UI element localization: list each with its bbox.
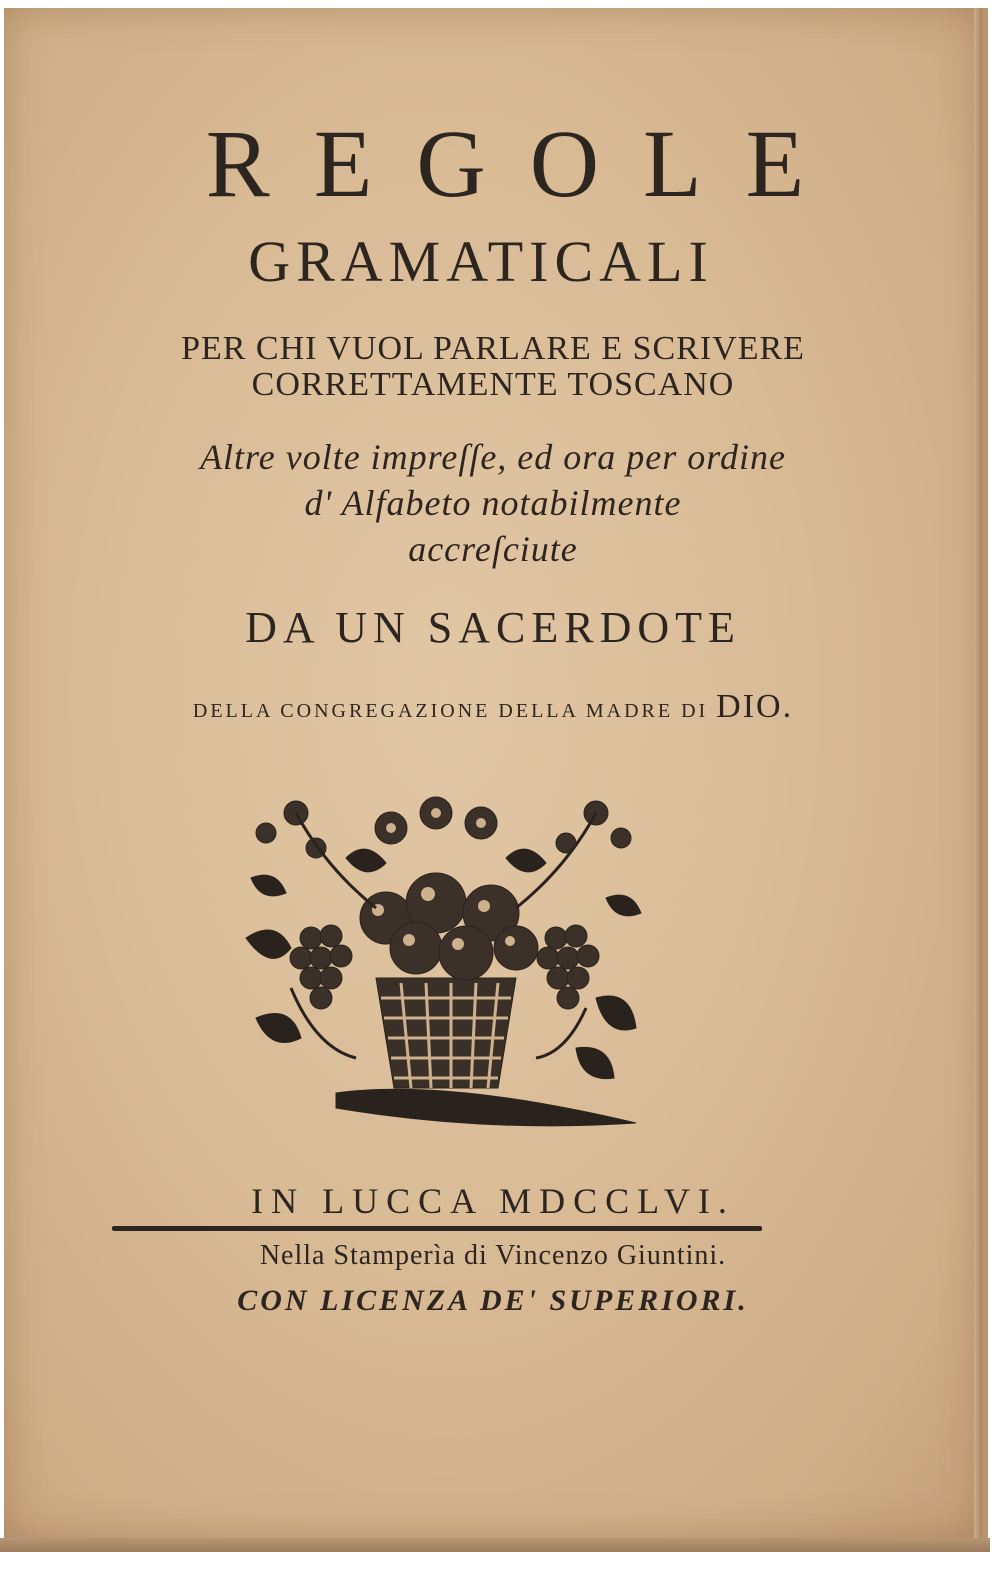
book-bottom-edge — [0, 1538, 990, 1552]
edition-note-line-3: accreſciute — [408, 529, 578, 569]
printer-line: Nella Stamperìa di Vincenzo Giuntini. — [259, 1240, 727, 1271]
title-page — [4, 8, 988, 1538]
congregation-line — [4, 688, 982, 726]
book-title: REGOLE — [205, 110, 849, 217]
congregation-small-caps: DELLA CONGREGAZIONE DELLA MADRE DI — [192, 700, 709, 722]
basket-of-fruit-woodcut-icon — [236, 788, 646, 1133]
imprint-city-year: IN LUCCA MDCCLVI. — [251, 1181, 735, 1221]
description-line-1: PER CHI VUOL PARLARE E SCRIVERE — [181, 330, 805, 367]
congregation-dio: DIO. — [716, 688, 794, 725]
imprint-rule — [112, 1226, 762, 1231]
license-line: CON LICENZA DE' SUPERIORI. — [237, 1284, 749, 1317]
book-subtitle: GRAMATICALI — [248, 229, 714, 294]
edition-note-line-1: Altre volte impreſſe, ed ora per ordine — [200, 437, 786, 477]
author-line: DA UN SACERDOTE — [245, 603, 741, 652]
description-line-2: CORRETTAMENTE TOSCANO — [251, 366, 735, 403]
edition-note-line-2: d' Alfabeto notabilmente — [304, 483, 682, 523]
